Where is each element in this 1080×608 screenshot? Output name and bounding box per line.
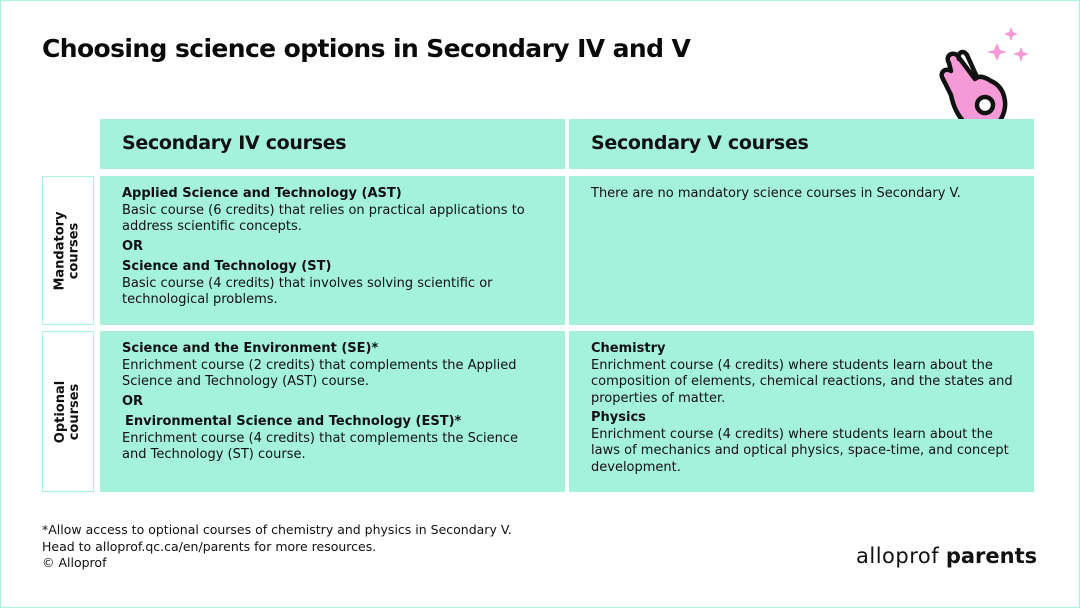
row-label-optional	[42, 331, 94, 492]
no-mandatory-note: There are no mandatory science courses in Secondary V.	[591, 186, 961, 201]
row-label-line: courses	[67, 383, 83, 440]
course-title: Science and Technology (ST)	[122, 259, 332, 274]
logo-brand: alloprof	[856, 544, 940, 568]
course-title: Science and the Environment (SE)*	[122, 341, 379, 356]
resources-link-text: Head to alloprof.qc.ca/en/parents for more resources.	[42, 538, 377, 554]
course-description: Enrichment course (4 credits) that complements the Science and Technology (ST) course.	[122, 430, 519, 462]
footer	[42, 522, 512, 572]
column-header-label: Secondary IV courses	[122, 132, 347, 154]
row-label-text	[54, 211, 82, 290]
cell-mandatory-sec5	[569, 176, 1034, 325]
cell-mandatory-sec4	[100, 176, 565, 325]
course-title: Chemistry	[591, 341, 666, 356]
cell-optional-sec4	[100, 331, 565, 492]
column-header-secondary-iv	[100, 119, 565, 169]
row-label-line: courses	[67, 222, 83, 279]
logo-product: parents	[945, 544, 1038, 568]
sparkles-icon	[987, 27, 1029, 62]
or-separator: OR	[122, 393, 144, 409]
or-separator: OR	[122, 238, 144, 254]
course-title: Applied Science and Technology (AST)	[122, 186, 402, 201]
copyright: © Alloprof	[42, 555, 107, 570]
row-label-mandatory	[42, 176, 94, 325]
row-label-line: Optional	[53, 380, 69, 443]
column-header-secondary-v	[569, 119, 1034, 169]
footnote: *Allow access to optional courses of chemistry and physics in Secondary V.	[42, 522, 512, 537]
column-header-label: Secondary V courses	[591, 132, 809, 154]
cell-optional-sec5	[569, 331, 1034, 492]
course-description: Basic course (4 credits) that involves solving scientific or technological problems.	[122, 275, 493, 307]
course-title: Environmental Science and Technology (EST)*	[125, 414, 462, 429]
page-title: Choosing science options in Secondary IV and V	[42, 34, 691, 63]
row-label-text	[54, 380, 82, 442]
course-description: Enrichment course (4 credits) where students learn about the laws of mechanics and optical physics, space-time, and concept development.	[591, 426, 1009, 475]
row-label-line: Mandatory	[53, 210, 69, 291]
course-description: Enrichment course (4 credits) where students learn about the composition of elements, chemical reactions, and the states and properties of matter.	[591, 357, 1013, 406]
course-description: Enrichment course (2 credits) that complements the Applied Science and Technology (AST) course.	[122, 357, 517, 389]
alloprof-parents-logo	[856, 544, 1037, 568]
course-title: Physics	[591, 410, 646, 425]
course-description: Basic course (6 credits) that relies on practical applications to address scientific concepts.	[122, 202, 525, 234]
